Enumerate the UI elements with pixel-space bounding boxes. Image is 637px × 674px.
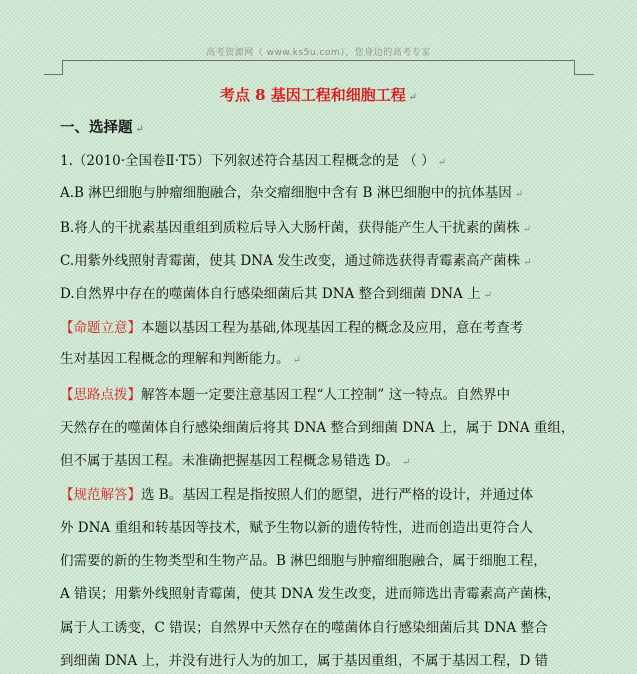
- hint-tag: 【思路点拨】: [60, 387, 141, 403]
- intent-paragraph-line-1: 【命题立意】本题以基因工程为基础,体现基因工程的概念及应用，意在考查考: [60, 320, 524, 336]
- option-b: B.将人的干扰素基因重组到质粒后导入大肠杆菌，获得能产生人干扰素的菌株 ↵: [60, 220, 532, 236]
- paragraph-mark-icon: ↵: [402, 457, 411, 468]
- paragraph-mark-icon: ↵: [408, 92, 418, 103]
- question-stem: 1.（2010·全国卷Ⅱ·T5）下列叙述符合基因工程概念的是 （ ） ↵: [60, 153, 447, 169]
- answer-paragraph-line-1: 【规范解答】选 B。基因工程是指按照人们的愿望，进行严格的设计，并通过体: [60, 487, 534, 503]
- answer-tag: 【规范解答】: [60, 487, 141, 503]
- option-d: D.自然界中存在的噬菌体自行感染细菌后其 DNA 整合到细菌 DNA 上 ↵: [60, 286, 492, 302]
- paragraph-mark-icon: ↵: [523, 257, 532, 268]
- answer-paragraph-line-3: 们需要的新的生物类型和生物产品。B 淋巴细胞与肿瘤细胞融合，属于细胞工程，: [60, 553, 547, 569]
- paragraph-mark-icon: ↵: [514, 189, 524, 200]
- answer-paragraph-line-2: 外 DNA 重组和转基因等技术，赋予生物以新的遗传特性，进而创造出更符合人: [60, 520, 533, 536]
- header-bracket-left-foot: [44, 74, 63, 75]
- page-title: 考点 8 基因工程和细胞工程 ↵: [219, 86, 418, 104]
- option-a: A.B 淋巴细胞与肿瘤细胞融合，杂交瘤细胞中含有 B 淋巴细胞中的抗体基因 ↵: [60, 185, 524, 201]
- paragraph-mark-icon: ↵: [135, 124, 144, 135]
- header-bracket-right: [574, 60, 575, 74]
- answer-paragraph-line-6: 到细菌 DNA 上，并没有进行人为的加工，属于基因重组，不属于基因工程，D 错: [60, 653, 549, 669]
- hint-paragraph-line-1: 【思路点拨】解答本题一定要注意基因工程“人工控制” 这一特点。自然界中: [60, 387, 511, 403]
- option-c: C.用紫外线照射青霉菌，使其 DNA 发生改变，通过筛选获得青霉素高产菌株 ↵: [60, 253, 532, 269]
- paragraph-mark-icon: ↵: [437, 157, 447, 168]
- header-bracket-left: [62, 60, 63, 74]
- paragraph-mark-icon: ↵: [292, 355, 301, 366]
- section-heading: 一、选择题 ↵: [60, 119, 144, 136]
- paragraph-mark-icon: ↵: [522, 224, 532, 235]
- paragraph-mark-icon: ↵: [483, 290, 492, 301]
- intent-tag: 【命题立意】: [60, 320, 141, 336]
- header-watermark-text: 高考资源网（ www.ks5u.com），您身边的高考专家: [206, 48, 431, 58]
- header-bracket-right-foot: [574, 74, 594, 75]
- hint-paragraph-line-3: 但不属于基因工程。未准确把握基因工程概念易错选 D。 ↵: [60, 453, 411, 469]
- header-rule: [62, 60, 575, 61]
- answer-paragraph-line-5: 属于人工诱变，C 错误；自然界中天然存在的噬菌体自行感染细菌后其 DNA 整合: [60, 620, 548, 636]
- hint-paragraph-line-2: 天然存在的噬菌体自行感染细菌后将其 DNA 整合到细菌 DNA 上，属于 DNA 重组，: [60, 420, 575, 436]
- intent-paragraph-line-2: 生对基因工程概念的理解和判断能力。 ↵: [60, 351, 301, 367]
- answer-paragraph-line-4: A 错误；用紫外线照射青霉菌，使其 DNA 发生改变，进而筛选出青霉素高产菌株，: [60, 586, 561, 602]
